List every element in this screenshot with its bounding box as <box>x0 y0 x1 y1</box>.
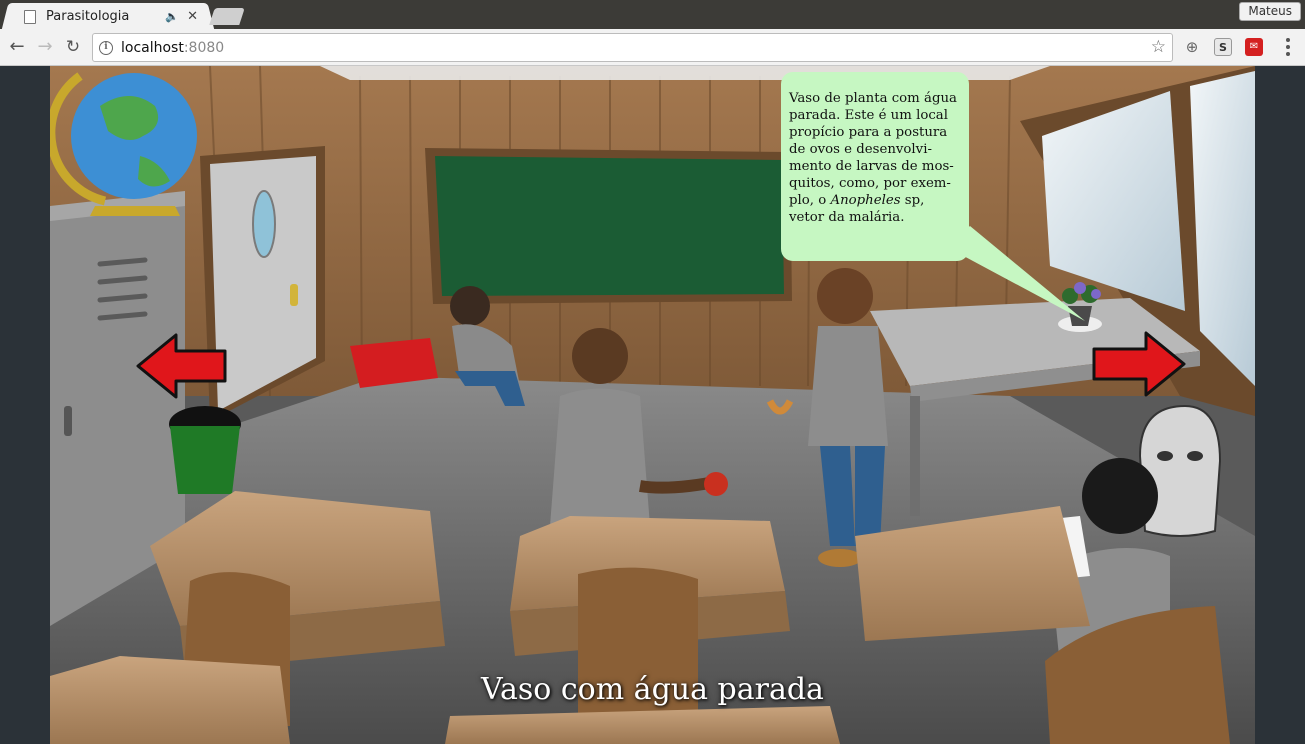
speech-line-7: plo, o <box>789 193 831 208</box>
back-arrow-icon[interactable]: ← <box>9 36 25 57</box>
address-bar[interactable] <box>92 33 1173 62</box>
classroom-scene <box>50 66 1255 744</box>
bookmark-star-icon[interactable]: ☆ <box>1150 37 1166 57</box>
speaker-icon[interactable]: 🔈 <box>165 10 180 23</box>
chalkboard <box>425 148 792 304</box>
trash-can <box>169 406 241 494</box>
reload-icon[interactable]: ↻ <box>65 37 81 57</box>
speech-line-2: parada. Este é um local <box>789 108 948 123</box>
close-icon[interactable]: ✕ <box>187 9 198 24</box>
browser-toolbar <box>0 29 1305 66</box>
game-stage <box>50 66 1255 744</box>
speech-line-1: Vaso de planta com água <box>789 91 957 106</box>
species-name: Anopheles <box>830 193 901 208</box>
speech-line-7-end: sp, <box>900 193 925 208</box>
url-port: :8080 <box>183 39 225 56</box>
speech-line-8: vetor da malária. <box>789 210 905 225</box>
tab-strip <box>0 0 1305 29</box>
s-extension-icon[interactable]: S <box>1214 38 1232 56</box>
speech-line-6: quitos, como, por exem- <box>789 176 951 191</box>
kebab-menu-icon[interactable] <box>1280 37 1296 57</box>
forward-arrow-icon[interactable]: → <box>37 36 53 57</box>
page-icon <box>24 10 36 24</box>
backpack <box>1140 406 1220 536</box>
info-icon[interactable]: i <box>99 41 113 55</box>
speech-line-4: de ovos e desenvolvi- <box>789 142 932 157</box>
speech-line-3: propício para a postura <box>789 125 948 140</box>
speech-line-5: mento de larvas de mos- <box>789 159 954 174</box>
url-host: localhost <box>121 39 184 56</box>
tab-title: Parasitologia <box>46 9 130 24</box>
profile-button[interactable]: Mateus <box>1239 2 1301 21</box>
browser-tab[interactable] <box>10 3 206 30</box>
red-extension-icon[interactable]: ✉ <box>1245 38 1263 56</box>
left-arrow-icon[interactable] <box>136 333 228 399</box>
right-arrow-icon[interactable] <box>1090 331 1186 397</box>
crosshair-extension-icon[interactable]: ⊕ <box>1185 38 1199 56</box>
scene-caption: Vaso com água parada <box>481 672 824 707</box>
speech-bubble <box>781 72 969 261</box>
new-tab-button[interactable] <box>209 8 245 25</box>
